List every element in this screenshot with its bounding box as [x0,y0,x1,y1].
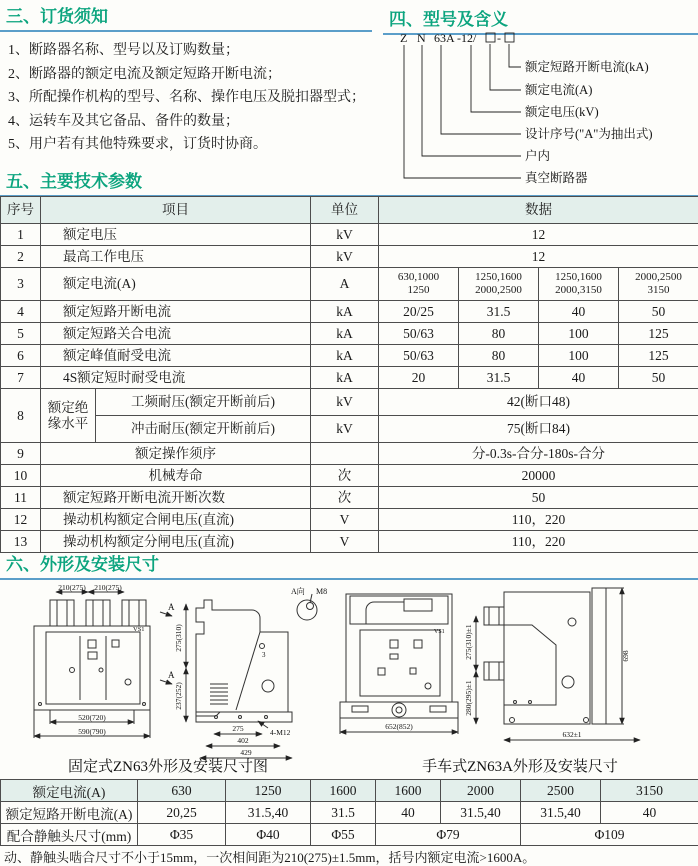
row-item: 额定短路关合电流 [41,323,311,345]
row-data: 31.5 [459,367,539,389]
table-row [1,224,698,246]
row-item: 机械寿命 [41,465,311,487]
row-unit: kV [311,389,379,416]
ratings-table [0,779,698,846]
row-no: 7 [1,367,41,389]
section-label-a-top: A [168,602,175,612]
model-label-breaking-current: 额定短路开断电流(kA) [525,59,649,74]
ratings-cell: 40 [376,802,441,824]
ordering-section-title: 三、订货须知 [0,0,372,32]
fixed-vs1-label: VS1 [133,626,145,633]
row-data: 42(断口48) [379,389,698,416]
row-no: 13 [1,531,41,553]
col-header-unit: 单位 [311,197,379,224]
table-row [1,367,698,389]
row-data: 100 [539,345,619,367]
dim-label-275-pm1: 275(310)±1 [464,624,473,660]
ratings-cell: 31.5,40 [521,802,601,824]
table-header-row [1,197,698,224]
parameters-section-title: 五、主要技术参数 [0,165,698,197]
row-data: 50 [619,367,698,389]
row-data: 100 [539,323,619,345]
ratings-cell: 40 [601,802,698,824]
model-label-rated-voltage: 额定电压(kV) [525,104,599,119]
model-designation-diagram [383,28,698,188]
table-row [1,323,698,345]
row-data: 50/63 [379,323,459,345]
row-unit: 次 [311,487,379,509]
ratings-cell: 630 [138,780,226,802]
row-unit: 次 [311,465,379,487]
row-data: 50/63 [379,345,459,367]
row-data: 125 [619,323,698,345]
model-code-n: N [417,31,426,45]
row-item: 操动机构额定分闸电压(直流) [41,531,311,553]
row-no: 1 [1,224,41,246]
section-arrow-a-bottom [160,680,172,684]
row-data: 分-0.3s-合分-180s-合分 [379,443,698,465]
dim-label-275-310: 275(310) [174,624,183,652]
row-data: 12 [379,246,698,268]
ratings-row-label: 额定电流(A) [1,780,138,802]
row-no: 8 [1,389,41,443]
ratings-cell: 1600 [311,780,376,802]
detail-label-a: A向 [291,586,305,596]
row-unit: A [311,268,379,301]
trolley-vs1-label: VS1 [434,629,445,635]
row-no: 6 [1,345,41,367]
ratings-cell: 2500 [521,780,601,802]
row-unit: kV [311,246,379,268]
dim-label-632: 632±1 [562,730,581,739]
trolley-front-view [340,594,458,734]
ordering-item-2: 2、断路器的额定电流及额定短路开断电流； [8,63,372,87]
model-box-breaking [505,33,514,42]
dim-label-652: 652(852) [385,722,413,731]
row-data: 80 [459,323,539,345]
ordering-item-1: 1、断路器名称、型号以及订购数量； [8,39,372,63]
ratings-cell: Φ109 [521,824,698,846]
row-data: 50 [619,301,698,323]
table-row [1,345,698,367]
row-data: 110，220 [379,531,698,553]
row-unit: V [311,531,379,553]
row-data: 2000,2500 3150 [619,268,698,301]
table-row [1,487,698,509]
ratings-cell: 31.5,40 [441,802,521,824]
ordering-item-5: 5、用户若有其他特殊要求，订货时协商。 [8,133,372,157]
model-label-rated-current: 额定电流(A) [525,82,592,97]
table-row [1,465,698,487]
row-data: 12 [379,224,698,246]
ratings-cell: 1250 [226,780,311,802]
ratings-row-label: 额定短路开断电流(A) [1,802,138,824]
section-arrow-a-top [160,612,172,616]
section-label-a-bottom: A [168,670,175,680]
row-item: 冲击耐压(额定开断前后) [96,416,311,443]
dim-label-402: 402 [237,736,249,745]
row-item: 最高工作电压 [41,246,311,268]
row-data: 1250,1600 2000,2500 [459,268,539,301]
row-data: 110，220 [379,509,698,531]
row-unit: kV [311,224,379,246]
col-header-no: 序号 [1,197,41,224]
dim-label-590: 590(790) [78,727,106,736]
row-item: 额定操作须序 [41,443,311,465]
row-data: 80 [459,345,539,367]
outline-drawings [0,582,698,776]
table-row [1,509,698,531]
dimensions-section-title: 六、外形及安装尺寸 [0,548,698,580]
leader-indoor [422,45,521,156]
dim-label-210-left: 210(275) [58,583,86,592]
row-unit: kA [311,323,379,345]
row-item: 额定短路开断电流开断次数 [41,487,311,509]
row-no: 3 [1,268,41,301]
row-group-label: 额定绝缘水平 [41,389,96,443]
trolley-type-caption: 手车式ZN63A外形及安装尺寸 [422,758,618,775]
ratings-cell: Φ40 [226,824,311,846]
ratings-cell: 20,25 [138,802,226,824]
row-no: 12 [1,509,41,531]
ordering-section [0,0,372,157]
row-data: 20000 [379,465,698,487]
table-row [1,389,698,416]
ordering-item-4: 4、运转车及其它备品、备件的数量； [8,110,372,134]
model-label-indoor: 户内 [525,148,550,163]
footnote: 动、静触头啮合尺寸不小于15mm，一次相间距为210(275)±1.5mm，括号内额定电流>1600A。 [4,847,535,866]
row-unit: kA [311,301,379,323]
row-unit: kV [311,416,379,443]
model-code-dash: - [497,31,501,45]
row-data: 630,1000 1250 [379,268,459,301]
dim-label-210-right: 210(275) [94,583,122,592]
ratings-cell: 31.5 [311,802,376,824]
detail-label-m8: M8 [316,587,327,596]
parameters-table [0,196,698,553]
dim-label-280-pm1: 280(295)±1 [464,680,473,716]
row-data: 20 [379,367,459,389]
row-unit: V [311,509,379,531]
ratings-cell: Φ35 [138,824,226,846]
ratings-cell: 3150 [601,780,698,802]
col-header-item: 项目 [41,197,311,224]
dim-label-237-252: 237(252) [174,682,183,710]
model-label-design-serial: 设计序号("A"为抽出式) [525,126,653,141]
row-data: 125 [619,345,698,367]
detail-a-view [297,594,317,620]
model-label-vacuum-breaker: 真空断路器 [525,170,588,185]
row-item: 4S额定短时耐受电流 [41,367,311,389]
model-section-title: 四、型号及含义 [383,3,698,35]
row-unit: kA [311,367,379,389]
col-header-data: 数据 [379,197,698,224]
dim-label-429: 429 [240,748,252,757]
model-code-63a: 63A [434,31,455,45]
leader-rated-voltage [471,45,521,112]
ratings-header-row [1,780,698,802]
ratings-cell: 31.5,40 [226,802,311,824]
dim-label-698: 698 [621,650,630,662]
row-no: 9 [1,443,41,465]
row-item: 操动机构额定合闸电压(直流) [41,509,311,531]
ratings-cell: Φ79 [376,824,521,846]
row-data: 50 [379,487,698,509]
dim-label-520: 520(720) [78,713,106,722]
dimensions-section-header [0,548,698,580]
row-no: 4 [1,301,41,323]
model-box-current [486,33,495,42]
row-item: 工频耐压(额定开断前后) [96,389,311,416]
row-no: 11 [1,487,41,509]
row-item: 额定电压 [41,224,311,246]
part-number-3: 3 [262,651,266,659]
ratings-cell: 1600 [376,780,441,802]
ratings-cell: Φ55 [311,824,376,846]
row-item: 额定峰值耐受电流 [41,345,311,367]
leader-vacuum-breaker [404,45,521,178]
parameters-section-header [0,165,698,197]
row-data: 20/25 [379,301,459,323]
table-row [1,416,698,443]
row-unit [311,443,379,465]
fixed-type-caption: 固定式ZN63外形及安装尺寸图 [68,758,268,775]
table-row [1,443,698,465]
model-code-12: -12/ [457,31,477,45]
ratings-cell: 2000 [441,780,521,802]
row-unit: kA [311,345,379,367]
row-no: 2 [1,246,41,268]
row-data: 1250,1600 2000,3150 [539,268,619,301]
row-item: 额定电流(A) [41,268,311,301]
ratings-row [1,824,698,846]
ratings-row [1,802,698,824]
row-item: 额定短路开断电流 [41,301,311,323]
table-row [1,246,698,268]
ordering-item-3: 3、所配操作机构的型号、名称、操作电压及脱扣器型式； [8,86,372,110]
row-data: 75(断口84) [379,416,698,443]
row-data: 40 [539,301,619,323]
row-no: 5 [1,323,41,345]
trolley-side-view [476,588,640,740]
model-code-z: Z [400,31,407,45]
table-row [1,268,698,301]
dim-label-275b: 275 [232,724,244,733]
row-no: 10 [1,465,41,487]
row-data: 31.5 [459,301,539,323]
table-row [1,301,698,323]
leader-breaking-current [509,44,521,67]
ratings-row-label: 配合静触头尺寸(mm) [1,824,138,846]
row-data: 40 [539,367,619,389]
bolt-label-4m12: 4-M12 [270,728,291,737]
